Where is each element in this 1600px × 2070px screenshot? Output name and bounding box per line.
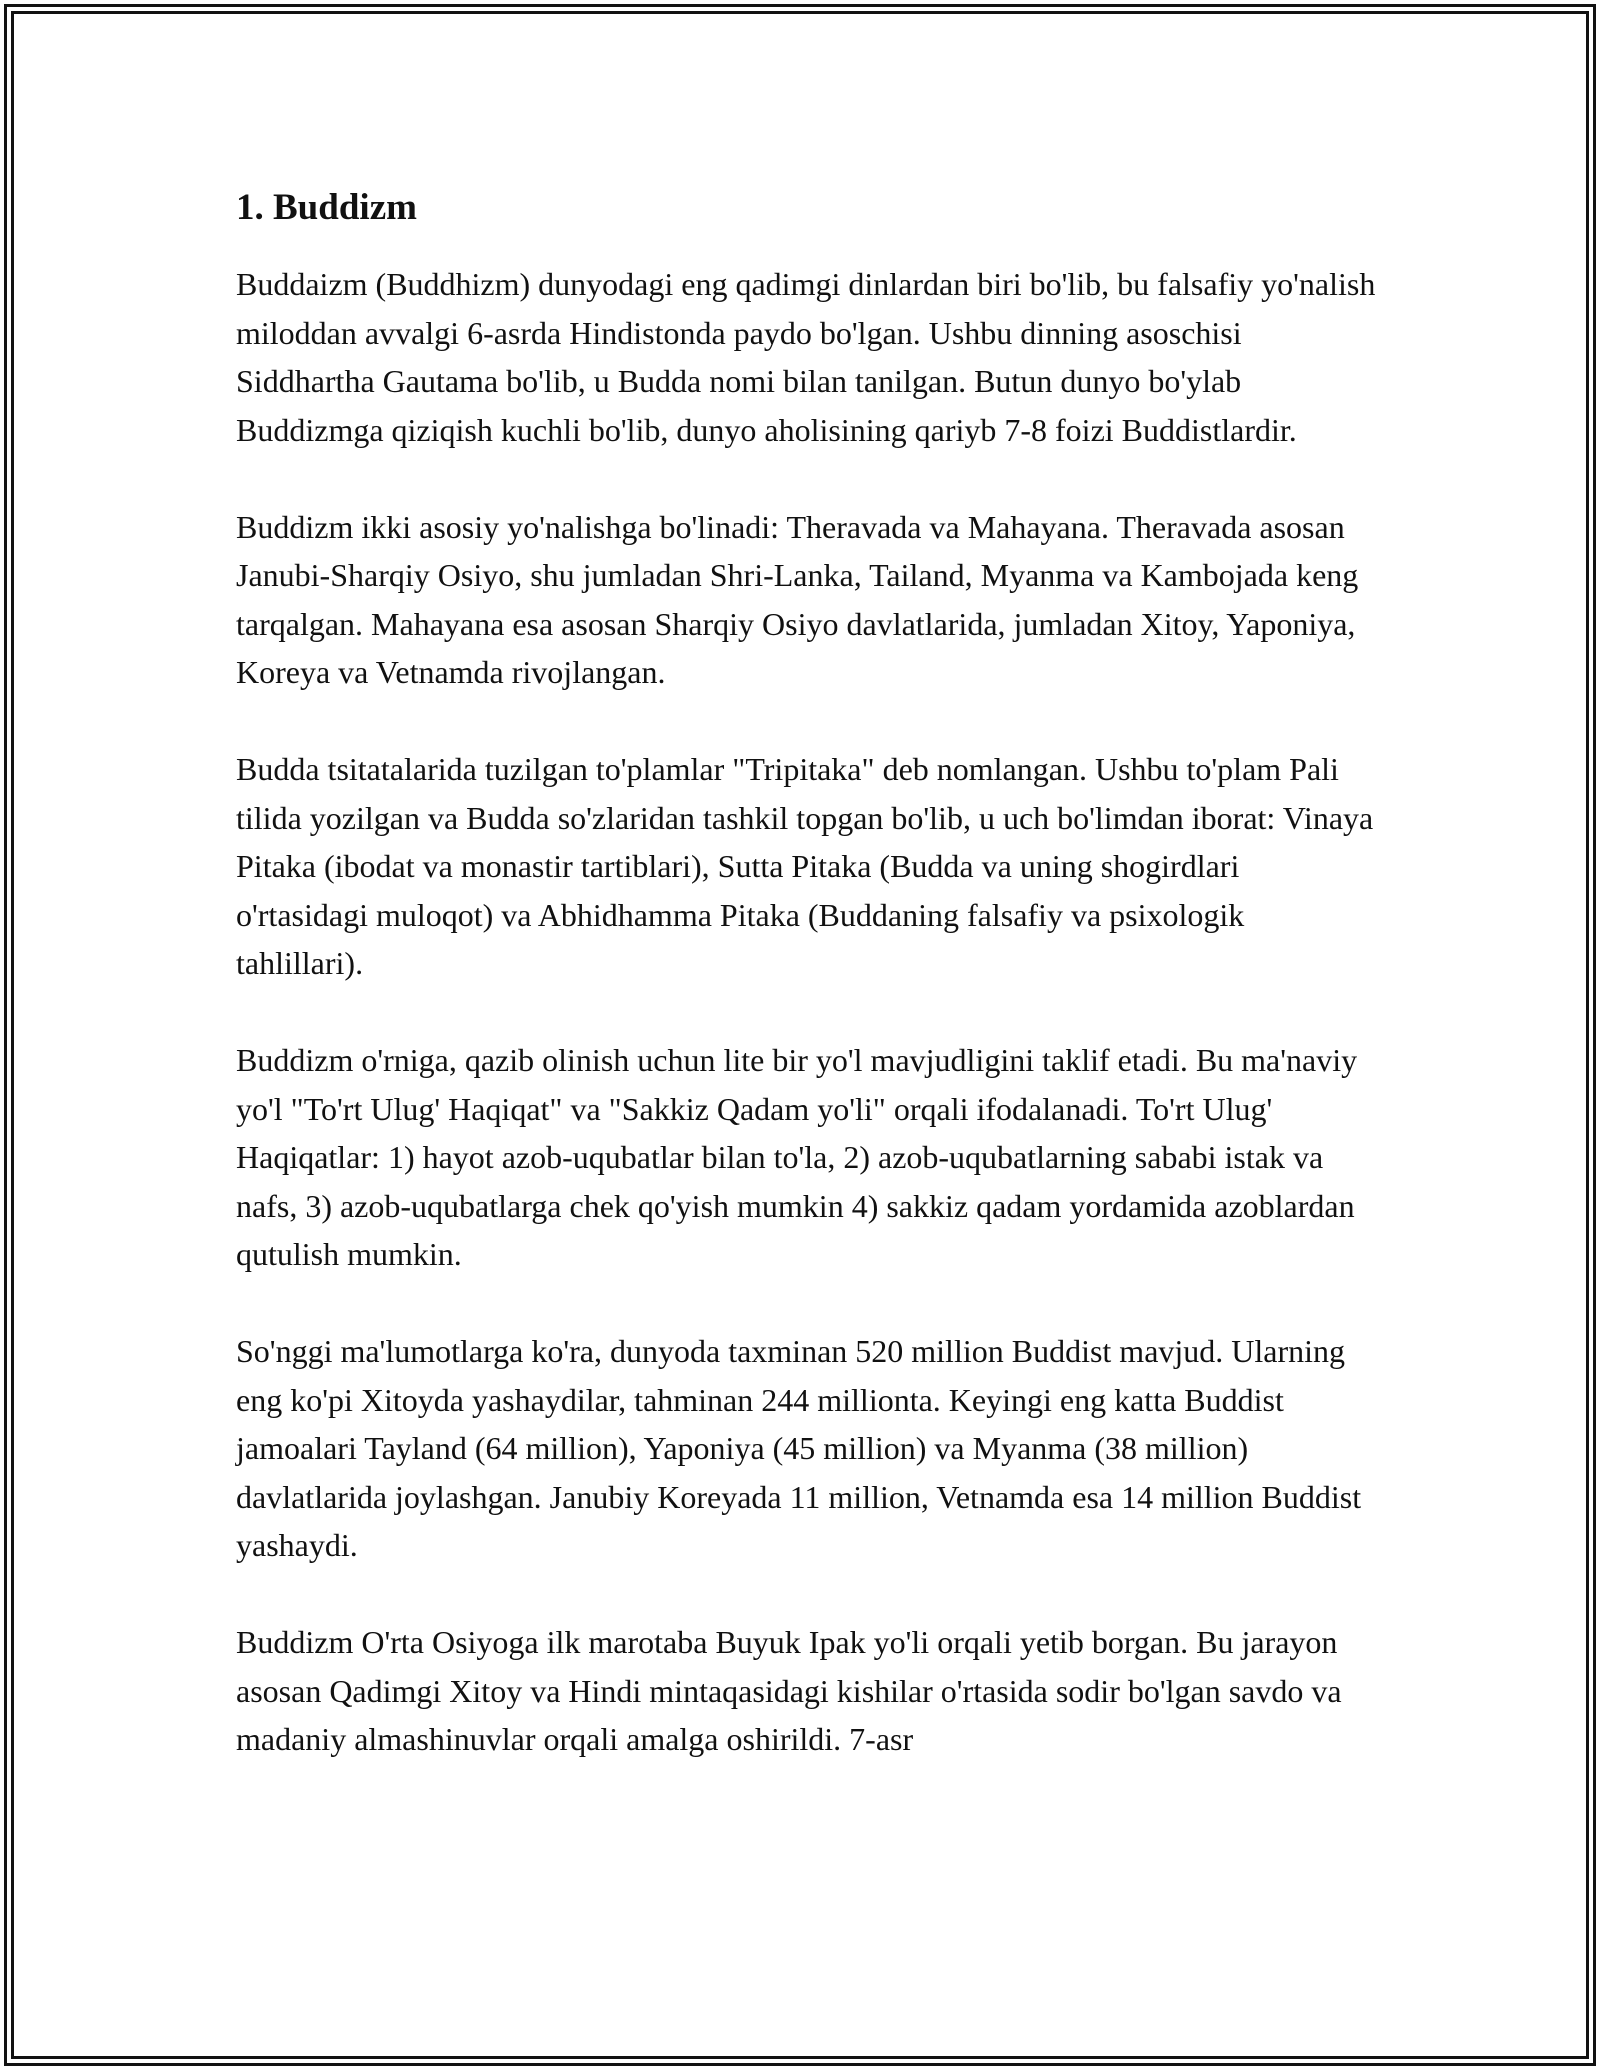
paragraph-introduction: Buddaizm (Buddhizm) dunyodagi eng qadimgi dinlardan biri bo'lib, bu falsafiy yo'nalish miloddan avvalgi 6-asrda Hindistonda paydo bo'lgan. Ushbu dinning asoschisi Siddhartha Gautama bo'lib, u Budda nomi bilan tanilgan. Butun dunyo bo'ylab Buddizmga qiziqish kuchli bo'lib, dunyo aholisining qariyb 7-8 foizi Buddistlardir. — [236, 266, 1376, 448]
paragraph-central-asia: Buddizm O'rta Osiyoga ilk marotaba Buyuk Ipak yo'li orqali yetib borgan. Bu jarayon asosan Qadimgi Xitoy va Hindi mintaqasidagi kishilar o'rtasida sodir bo'lgan savdo va madaniy almashinuvlar orqali amalga oshirildi. 7-asr — [236, 1624, 1342, 1757]
document-body — [236, 186, 1376, 1764]
paragraph-statistics: So'nggi ma'lumotlarga ko'ra, dunyoda taxminan 520 million Buddist mavjud. Ularning eng ko'pi Xitoyda yashaydilar, tahminan 244 millionta. Keyingi eng katta Buddist jamoalari Tayland (64 million), Yaponiya (45 million) va Myanma (38 million) davlatlarida joylashgan. Janubiy Koreyada 11 million, Vetnamda esa 14 million Buddist yashaydi. — [236, 1333, 1362, 1563]
paragraph-tripitaka: Budda tsitatalarida tuzilgan to'plamlar "Tripitaka" deb nomlangan. Ushbu to'plam Pali tilida yozilgan va Budda so'zlaridan tashkil topgan bo'lib, u uch bo'limdan iborat: Vinaya Pitaka (ibodat va monastir tartiblari), Sutta Pitaka (Budda va uning shogirdlari o'rtasidagi muloqot) va Abhidhamma Pitaka (Buddaning falsafiy va psixologik tahlillari). — [236, 751, 1374, 981]
paragraph-four-truths: Buddizm o'rniga, qazib olinish uchun lite bir yo'l mavjudligini taklif etadi. Bu ma'naviy yo'l "To'rt Ulug' Haqiqat" va "Sakkiz Qadam yo'li" orqali ifodalanadi. To'rt Ulug' Haqiqatlar: 1) hayot azob-uqubatlar bilan to'la, 2) azob-uqubatlarning sababi istak va nafs, 3) azob-uqubatlarga chek qo'yish mumkin 4) sakkiz qadam yordamida azoblardan qutulish mumkin. — [236, 1042, 1358, 1272]
paragraph-branches: Buddizm ikki asosiy yo'nalishga bo'linadi: Theravada va Mahayana. Theravada asosan Janubi-Sharqiy Osiyo, shu jumladan Shri-Lanka, Tailand, Myanma va Kambojada keng tarqalgan. Mahayana esa asosan Sharqiy Osiyo davlatlarida, jumladan Xitoy, Yaponiya, Koreya va Vetnamda rivojlangan. — [236, 508, 1359, 690]
section-title: 1. Buddizm — [236, 187, 417, 228]
